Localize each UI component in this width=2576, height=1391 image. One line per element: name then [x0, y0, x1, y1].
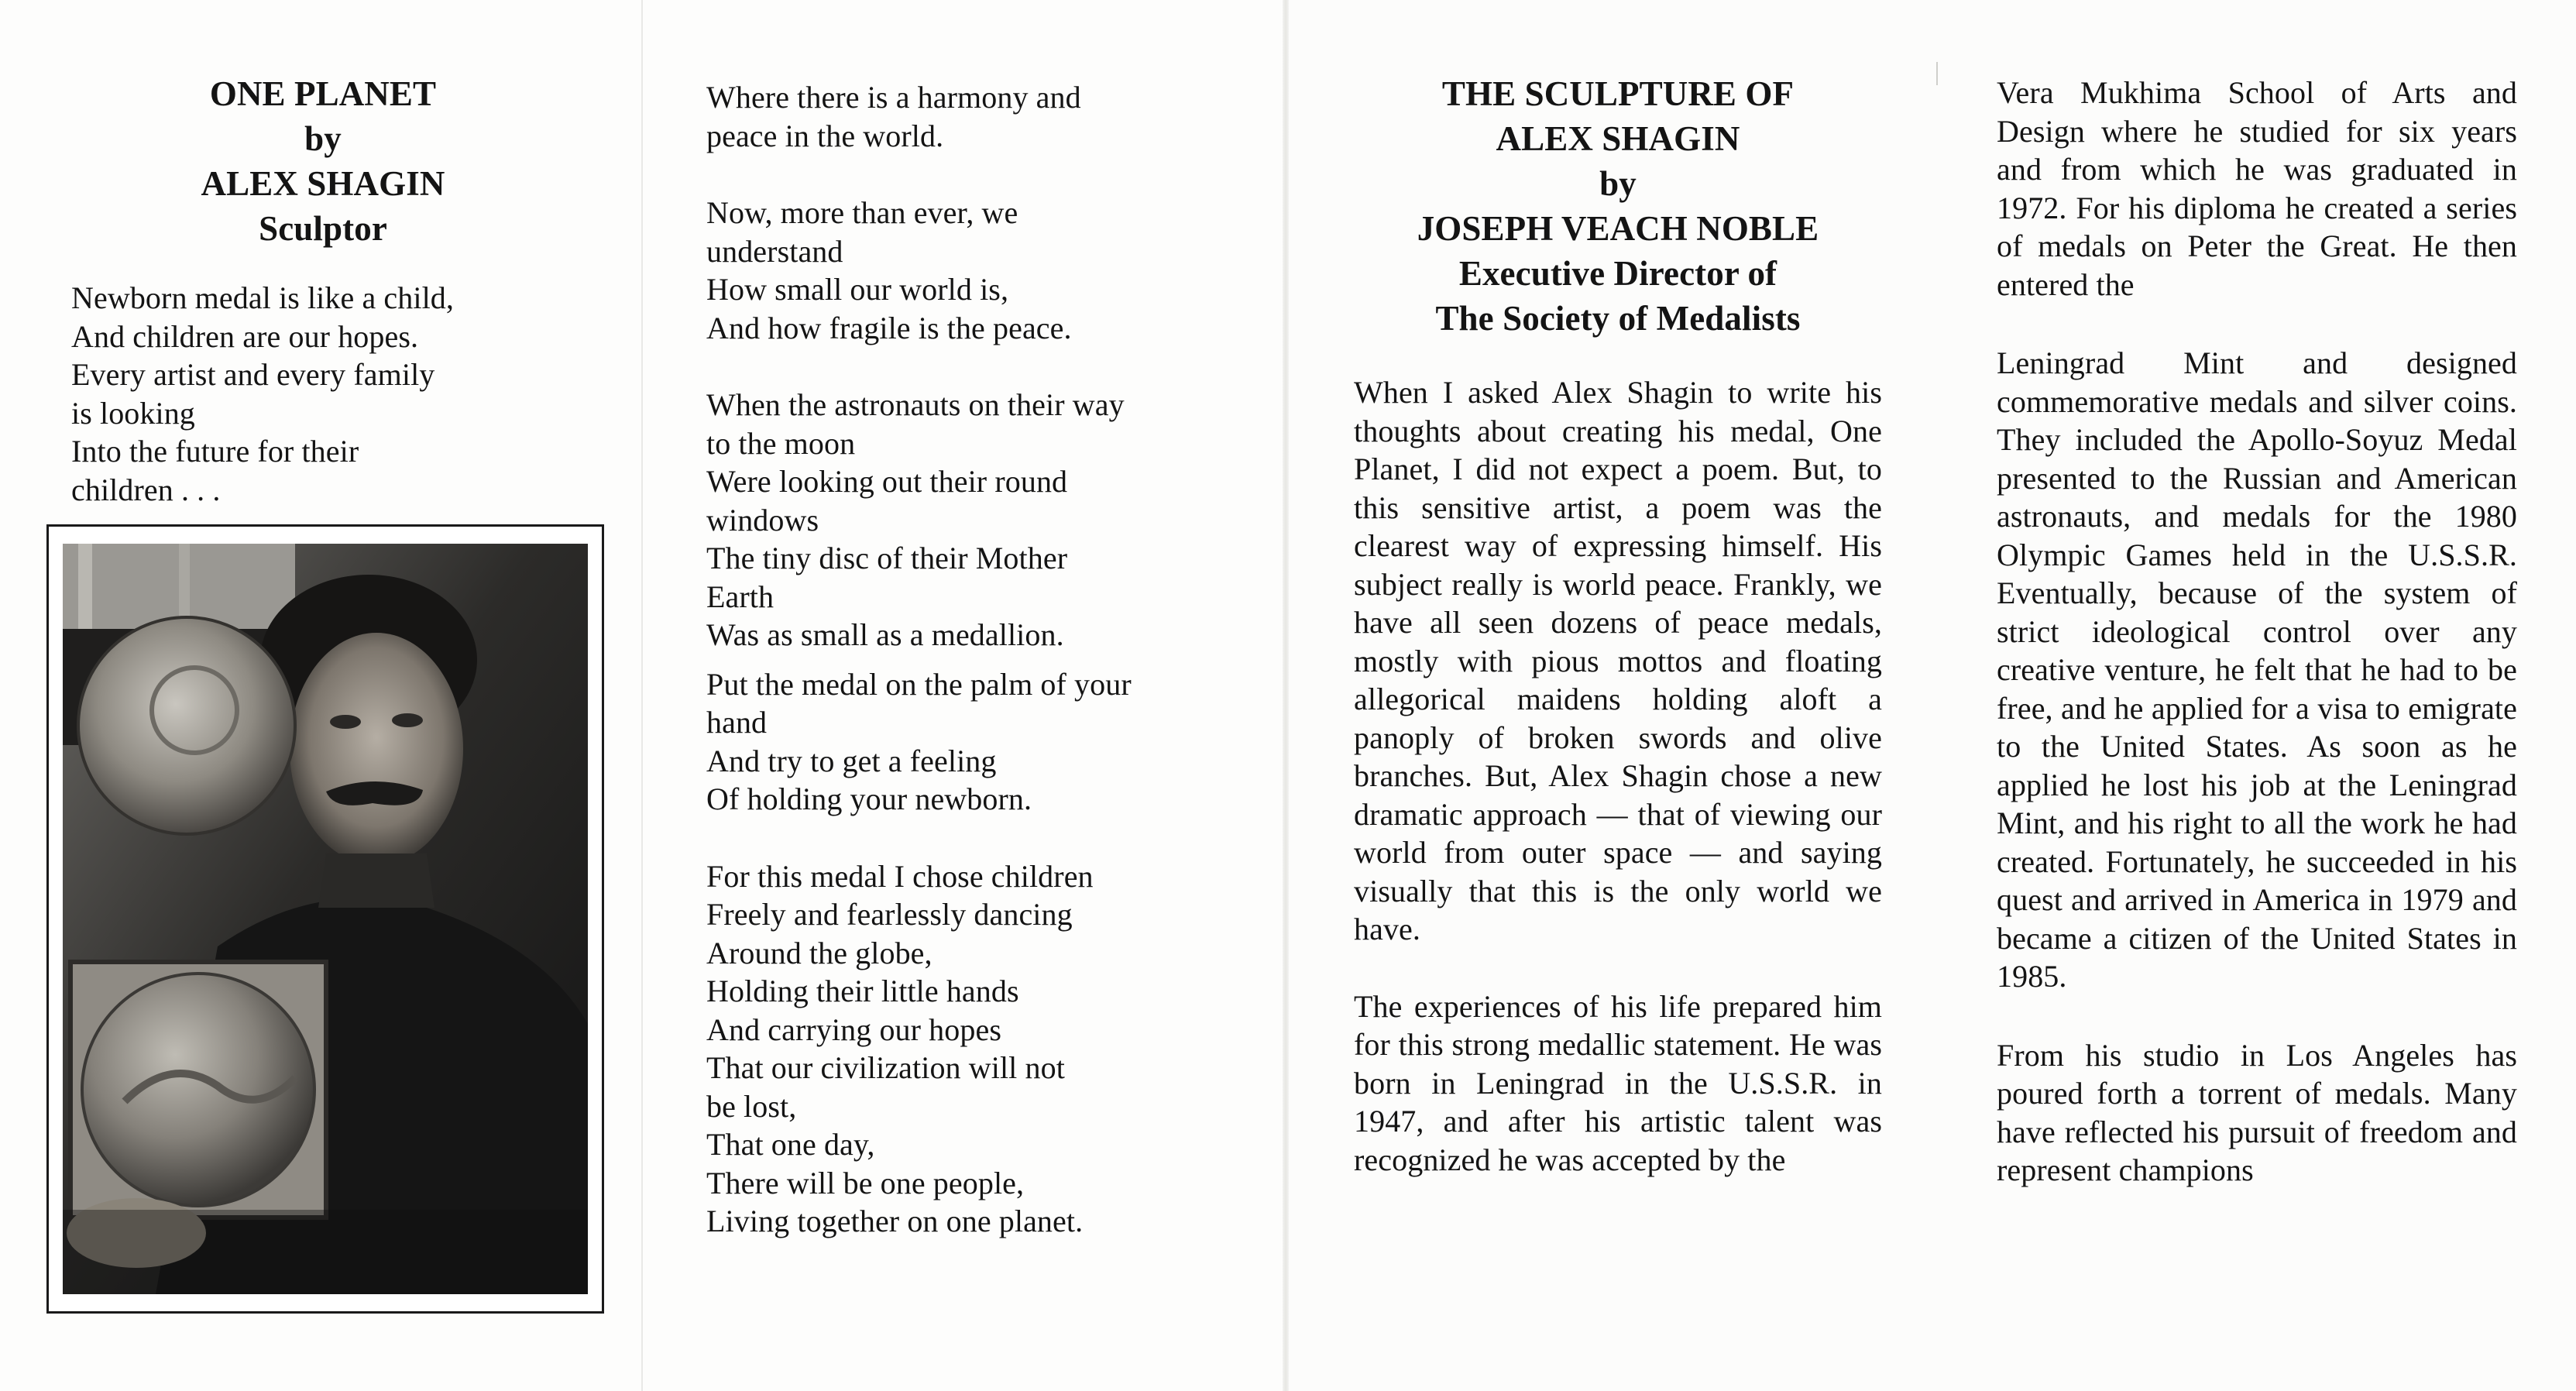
poem-title-column	[71, 71, 575, 509]
poem-line: Into the future for their	[71, 434, 359, 469]
essay-paragraph: The experiences of his life prepared him for this strong medallic statement. He was born in Leningrad in the U.S.S.R. in 1947, and after his artistic talent was recognized he was accepted by the	[1354, 988, 1882, 1177]
poem-line: Put the medal on the palm of your	[706, 666, 1132, 702]
essay-author-organization: The Society of Medalists	[1435, 299, 1801, 338]
poem-stanza-1	[71, 279, 575, 509]
artist-photo	[46, 524, 604, 1314]
essay-author-role: Executive Director of	[1458, 254, 1777, 293]
left-page-crease	[641, 0, 643, 1391]
poem-line: Every artist and every family	[71, 357, 435, 392]
poem-heading	[71, 71, 575, 251]
poem-line: That one day,	[706, 1127, 875, 1162]
poem-line: hand	[706, 705, 768, 740]
poem-author-role: Sculptor	[259, 209, 387, 248]
poem-line: And carrying our hopes	[706, 1011, 1001, 1047]
poem-by: by	[304, 119, 342, 158]
poem-line: be lost,	[706, 1088, 797, 1124]
poem-line: peace in the world.	[706, 118, 944, 153]
poem-stanza-6	[706, 857, 1249, 1241]
poem-line: Freely and fearlessly dancing	[706, 897, 1073, 932]
artist-portrait-image	[63, 544, 588, 1294]
poem-line: Holding their little hands	[706, 974, 1019, 1008]
poem-line: The tiny disc of their Mother	[706, 541, 1068, 575]
poem-line: And try to get a feeling	[706, 743, 997, 778]
poem-line: And how fragile is the peace.	[706, 310, 1072, 345]
essay-paragraph: When I asked Alex Shagin to write his thoughts about creating his medal, One Planet, I did not expect a poem. But, to this sensitive artist, a poem was the clearest way of expressing himself. His subject really is world peace. Frankly, we have all seen dozens of peace medals, mostly with pious mottos and floating allegorical maidens holding aloft a panoply of broken swords and olive branches. But, Alex Shagin chose a new dramatic approach — that of viewing our world from outer space — and saying visually that this is the only world we have.	[1354, 375, 1882, 946]
poem-line: to the moon	[706, 425, 856, 461]
poem-line: Of holding your newborn.	[706, 781, 1032, 816]
poem-line: Now, more than ever, we	[706, 195, 1018, 230]
poem-line: understand	[706, 233, 843, 269]
essay-body-1	[1354, 373, 1882, 1179]
poem-line: And children are our hopes.	[71, 318, 419, 354]
poem-line: is looking	[71, 395, 195, 431]
right-page-crease-mark	[1936, 62, 1938, 85]
poem-stanza-2	[706, 78, 1249, 155]
poem-line: How small our world is,	[706, 272, 1009, 307]
essay-paragraph: Vera Mukhima School of Arts and Design where he studied for six years and from which he was graduated in 1972. For his diploma he created a series of medals on Peter the Great. He then entered the	[1997, 75, 2517, 302]
poem-author: ALEX SHAGIN	[201, 164, 445, 203]
poem-stanza-3	[706, 194, 1249, 347]
poem-line: That our civilization will not	[706, 1050, 1065, 1085]
essay-author: JOSEPH VEACH NOBLE	[1417, 209, 1819, 248]
essay-title-subject: ALEX SHAGIN	[1496, 119, 1740, 158]
poem-line: For this medal I chose children	[706, 858, 1094, 894]
poem-title: ONE PLANET	[209, 74, 437, 113]
poem-line: Earth	[706, 579, 775, 614]
poem-line: Where there is a harmony and	[706, 80, 1081, 115]
poem-line: Around the globe,	[706, 935, 933, 970]
essay-heading	[1354, 71, 1882, 341]
essay-paragraph: Leningrad Mint and designed commemorative medals and silver coins. They included the Apollo-Soyuz Medal presented to the Russian and American astronauts, and medals for the 1980 Olympic Games held in the U.S.S.R. Eventually, because of the system of strict ideological control over any creative venture, he felt that he had to be free, and he applied for a visa to emigrate to the United States. As soon as he applied he lost his job at the Leningrad Mint, and his right to all the work he had created. Fortunately, he succeeded in his quest and arrived in America in 1979 and became a citizen of the United States in 1985.	[1997, 345, 2517, 994]
poem-line: children . . .	[71, 472, 221, 507]
poem-line: windows	[706, 502, 819, 538]
essay-column-2	[1997, 74, 2517, 1230]
poem-line: When the astronauts on their way	[706, 387, 1125, 422]
poem-line: Was as small as a medallion.	[706, 617, 1064, 652]
poem-line: Newborn medal is like a child,	[71, 280, 454, 315]
poem-line: There will be one people,	[706, 1165, 1025, 1200]
poem-stanza-5	[706, 665, 1249, 819]
essay-column-1	[1354, 71, 1882, 1218]
essay-paragraph: From his studio in Los Angeles has poured forth a torrent of medals. Many have reflected his pursuit of freedom and represent champions	[1997, 1037, 2517, 1187]
essay-title: THE SCULPTURE OF	[1441, 74, 1795, 113]
page-fold	[1283, 0, 1289, 1391]
poem-line: Were looking out their round	[706, 464, 1068, 499]
poem-continuation-column	[706, 78, 1249, 1279]
essay-by: by	[1599, 164, 1637, 203]
poem-stanza-4	[706, 386, 1249, 654]
poem-line: Living together on one planet.	[706, 1204, 1084, 1238]
